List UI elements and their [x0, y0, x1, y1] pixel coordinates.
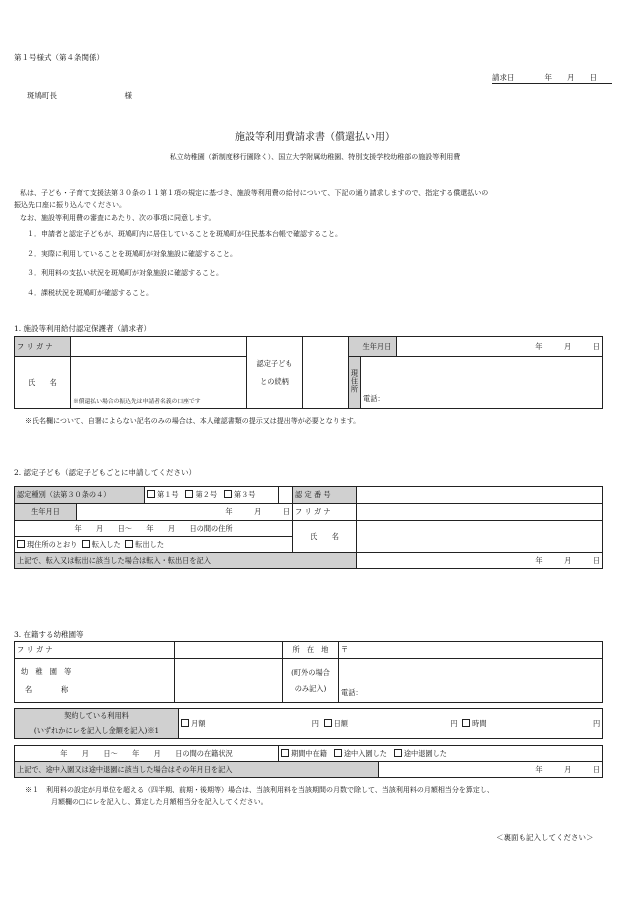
cert-number-input[interactable]: [357, 487, 603, 504]
school-name-label-line1: 幼 稚 園 等: [21, 666, 72, 676]
yen-unit: 円: [311, 718, 319, 728]
furigana-label: フ リ ガ ナ: [15, 337, 71, 357]
checkbox-icon[interactable]: [147, 490, 155, 498]
fee-note-line2: 月額欄の□にレを記入し、算定した月額相当分を記入してください。: [51, 798, 268, 806]
fee-daily[interactable]: [324, 719, 458, 729]
fee-hourly[interactable]: [462, 719, 600, 729]
checkbox-icon[interactable]: [462, 719, 470, 727]
fee-label: [15, 709, 179, 739]
address-label: [349, 357, 361, 409]
fee-label-line2: (いずれかにレを記入し金額を記入)※1: [33, 726, 160, 735]
school-name-label-line2: 名 称: [25, 684, 69, 694]
consent-item: ４．課税状況を斑鳩町が確認すること。: [27, 289, 153, 297]
location-note-line1: (町外の場合: [291, 667, 330, 677]
intro-paragraph-cont: 振込先口座に振り込んでください。: [14, 201, 126, 209]
guardian-phone-label: 電話：: [363, 394, 385, 403]
option-label: 時間: [472, 718, 487, 728]
relation-input[interactable]: [303, 337, 349, 409]
status-enrolled[interactable]: [281, 749, 327, 758]
name-signature-note: ※氏名欄について、自署によらない記名のみの場合は、本人確認書類の提示又は提出等が必要となります。: [25, 417, 361, 425]
relation-label-line1: 認定子ども: [256, 358, 293, 368]
child-name-input[interactable]: [357, 521, 603, 553]
enrollment-period-label: 年 月 日～ 年 月 日の間の在籍状況: [15, 746, 279, 762]
child-furigana-input[interactable]: [357, 504, 603, 521]
guardian-birth-input[interactable]: 年 月 日: [397, 337, 603, 357]
option-label: 月額: [191, 718, 206, 728]
checkbox-icon[interactable]: [185, 490, 193, 498]
addressee: 斑鳩町長 様: [27, 91, 132, 100]
enrollment-table: [14, 745, 603, 778]
claim-date-field[interactable]: 請求日 年 月 日: [492, 72, 612, 84]
consent-item: ２．実際に利用していることを斑鳩町が対象施設に確認すること。: [27, 250, 237, 258]
child-period-label: 年 月 日～ 年 月 日の間の住所: [15, 521, 293, 537]
option-label: 現住所のとおり: [27, 539, 78, 549]
consent-item: １．申請者と認定子どもが、斑鳩町内に居住していることを斑鳩町が住民基本台帳で確認すること。: [27, 230, 342, 238]
option-label: 日額: [333, 718, 348, 728]
option-label: 第３号: [233, 490, 256, 499]
location-postal[interactable]: 〒: [339, 642, 603, 659]
category-option-2[interactable]: [185, 490, 217, 499]
fee-table: [14, 708, 603, 739]
option-label: 転出した: [135, 539, 165, 549]
guardian-furigana-input[interactable]: [71, 337, 247, 357]
intro-paragraph: 私は、子ども・子育て支援法第３０条の１１第１項の規定に基づき、施設等利用費の給付について、下記の通り請求しますので、指定する償還払いの: [20, 189, 489, 197]
status-joined[interactable]: [334, 749, 387, 758]
join-leave-date-label: 上記で、途中入園又は途中退園に該当した場合はその年月日を記入: [15, 762, 379, 778]
guardian-name-input[interactable]: [71, 357, 247, 409]
join-leave-date-input[interactable]: 年 月 日: [379, 762, 603, 778]
section3-heading: 3. 在籍する幼稚園等: [14, 630, 84, 639]
section2-heading: 2. 認定子ども（認定子どもごとに申請してください）: [14, 468, 197, 477]
location-note: [283, 659, 339, 703]
checkbox-icon[interactable]: [181, 719, 189, 727]
child-address-options: [15, 537, 293, 553]
child-birth-label: 生年月日: [15, 504, 77, 521]
cert-number-label: 認 定 番 号: [293, 487, 357, 504]
location-input[interactable]: [339, 659, 603, 703]
checkbox-icon[interactable]: [125, 540, 133, 548]
school-furigana-label: フ リ ガ ナ: [15, 642, 175, 659]
child-furigana-label: フ リ ガ ナ: [293, 504, 357, 521]
school-table: [14, 641, 603, 703]
school-name-input[interactable]: [175, 659, 283, 703]
guardian-birth-label: 生年月日: [361, 337, 397, 357]
category-label: 認定種別（法第３０条の４）: [15, 487, 145, 504]
enrollment-options: [279, 746, 603, 762]
option-label: 第２号: [195, 490, 218, 499]
category-option-3[interactable]: [224, 490, 256, 499]
option-label: 転入した: [91, 539, 121, 549]
relation-label: [247, 337, 303, 409]
address-label-text: 現住所: [350, 369, 360, 394]
checkbox-icon[interactable]: [82, 540, 90, 548]
location-label: 所 在 地: [283, 642, 339, 659]
guardian-table: [14, 336, 603, 409]
option-label: 第１号: [157, 490, 179, 499]
school-phone-label: 電話：: [341, 688, 363, 697]
consent-item: ３．利用料の支払い状況を斑鳩町が対象施設に確認すること。: [27, 269, 223, 277]
back-side-notice: ＜裏面も記入してください＞: [496, 833, 594, 842]
move-date-label: 上記で、転入又は転出に該当した場合は転入・転出日を記入: [15, 553, 357, 569]
page-title: 施設等利用費請求書（償還払い用）: [235, 132, 395, 143]
status-left[interactable]: [394, 749, 447, 758]
checkbox-icon[interactable]: [224, 490, 232, 498]
school-name-label: [15, 659, 175, 703]
option-label: 期間中在籍: [291, 748, 327, 758]
child-birth-input[interactable]: 年 月 日: [77, 504, 293, 521]
fee-options: [179, 709, 603, 739]
name-note: ※償還払い場合の振込先は申請者名義の口座です: [73, 399, 201, 405]
yen-unit: 円: [592, 718, 601, 728]
addr-option-moved-out[interactable]: [125, 540, 164, 549]
name-label: 氏 名: [15, 357, 71, 409]
option-label: 途中入園した: [343, 748, 387, 758]
category-options: [145, 487, 279, 504]
checkbox-icon[interactable]: [17, 540, 25, 548]
guardian-address-input[interactable]: [361, 357, 603, 409]
checkbox-icon[interactable]: [324, 719, 332, 727]
child-name-label: 氏 名: [293, 521, 357, 553]
addr-option-moved-in[interactable]: [82, 540, 121, 549]
move-date-input[interactable]: 年 月 日: [357, 553, 603, 569]
consent-intro: なお、施設等利用費の審査にあたり、次の事項に同意します。: [20, 214, 216, 222]
school-furigana-input[interactable]: [175, 642, 283, 659]
addr-option-current[interactable]: [17, 540, 77, 549]
form-number: 第１号様式（第４条関係）: [14, 53, 104, 62]
category-option-1[interactable]: [147, 490, 179, 499]
yen-unit: 円: [450, 718, 458, 728]
checkbox-icon[interactable]: [334, 749, 342, 757]
child-table: [14, 486, 603, 569]
checkbox-icon[interactable]: [281, 749, 289, 757]
fee-note-line1: ※１ 利用料の設定が月単位を超える（四半期、前期・後期等）場合は、当該利用料を当該期間の月数で除して、当該利用料の月額相当分を算定し、: [25, 786, 494, 794]
section1-heading: 1. 施設等利用給付認定保護者（請求者）: [14, 324, 152, 333]
fee-label-line1: 契約している利用料: [64, 711, 129, 720]
location-note-line2: のみ記入): [294, 683, 327, 693]
fee-monthly[interactable]: [181, 719, 319, 729]
relation-label-line2: との続柄: [260, 376, 289, 386]
page-subtitle: 私立幼稚園（新制度移行園除く）、国立大学附属幼稚園、特別支援学校幼稚部の施設等利用費: [169, 153, 461, 161]
checkbox-icon[interactable]: [394, 749, 402, 757]
option-label: 途中退園した: [403, 748, 447, 758]
